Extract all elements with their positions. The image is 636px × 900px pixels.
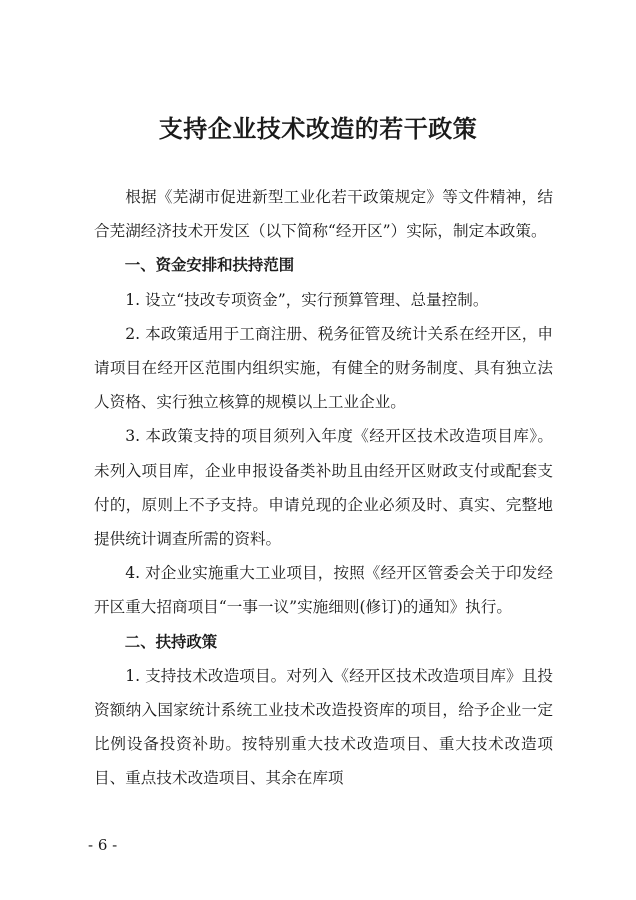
- paragraph-1-2: 2. 本政策适用于工商注册、税务征管及统计关系在经开区，申请项目在经开区范围内组织实施，有健全的财务制度、具有独立法人资格、实行独立核算的规模以上工业企业。: [94, 324, 553, 412]
- paragraph-1-3: 3. 本政策支持的项目须列入年度《经开区技术改造项目库》。未列入项目库，企业申报设备类补助且由经开区财政支付或配套支付的，原则上不予支持。申请兑现的企业必须及时、真实、完整地提供统计调查所需的资料。: [94, 427, 553, 549]
- paragraph-1-4: 4. 对企业实施重大工业项目，按照《经开区管委会关于印发经开区重大招商项目“一事一议”实施细则(修订)的通知》执行。: [94, 564, 553, 617]
- paragraph-intro: 根据《芜湖市促进新型工业化若干政策规定》等文件精神，结合芜湖经济技术开发区（以下简称“经开区”）实际，制定本政策。: [94, 188, 553, 241]
- page-title: 支持企业技术改造的若干政策: [158, 114, 478, 143]
- document-body: [94, 180, 553, 796]
- section-heading-2: 二、扶持政策: [124, 632, 218, 651]
- paragraph-1-1: 1. 设立“技改专项资金”，实行预算管理、总量控制。: [125, 290, 489, 309]
- paragraph-2-1: 1. 支持技术改造项目。对列入《经开区技术改造项目库》且投资额纳入国家统计系统工业技术改造投资库的项目，给予企业一定比例设备投资补助。按特别重大技术改造项目、重大技术改造项目、重点技术改造项目、其余在库项: [94, 666, 553, 788]
- section-heading-1: 一、资金安排和扶持范围: [124, 256, 295, 275]
- page-number: - 6 -: [88, 836, 118, 854]
